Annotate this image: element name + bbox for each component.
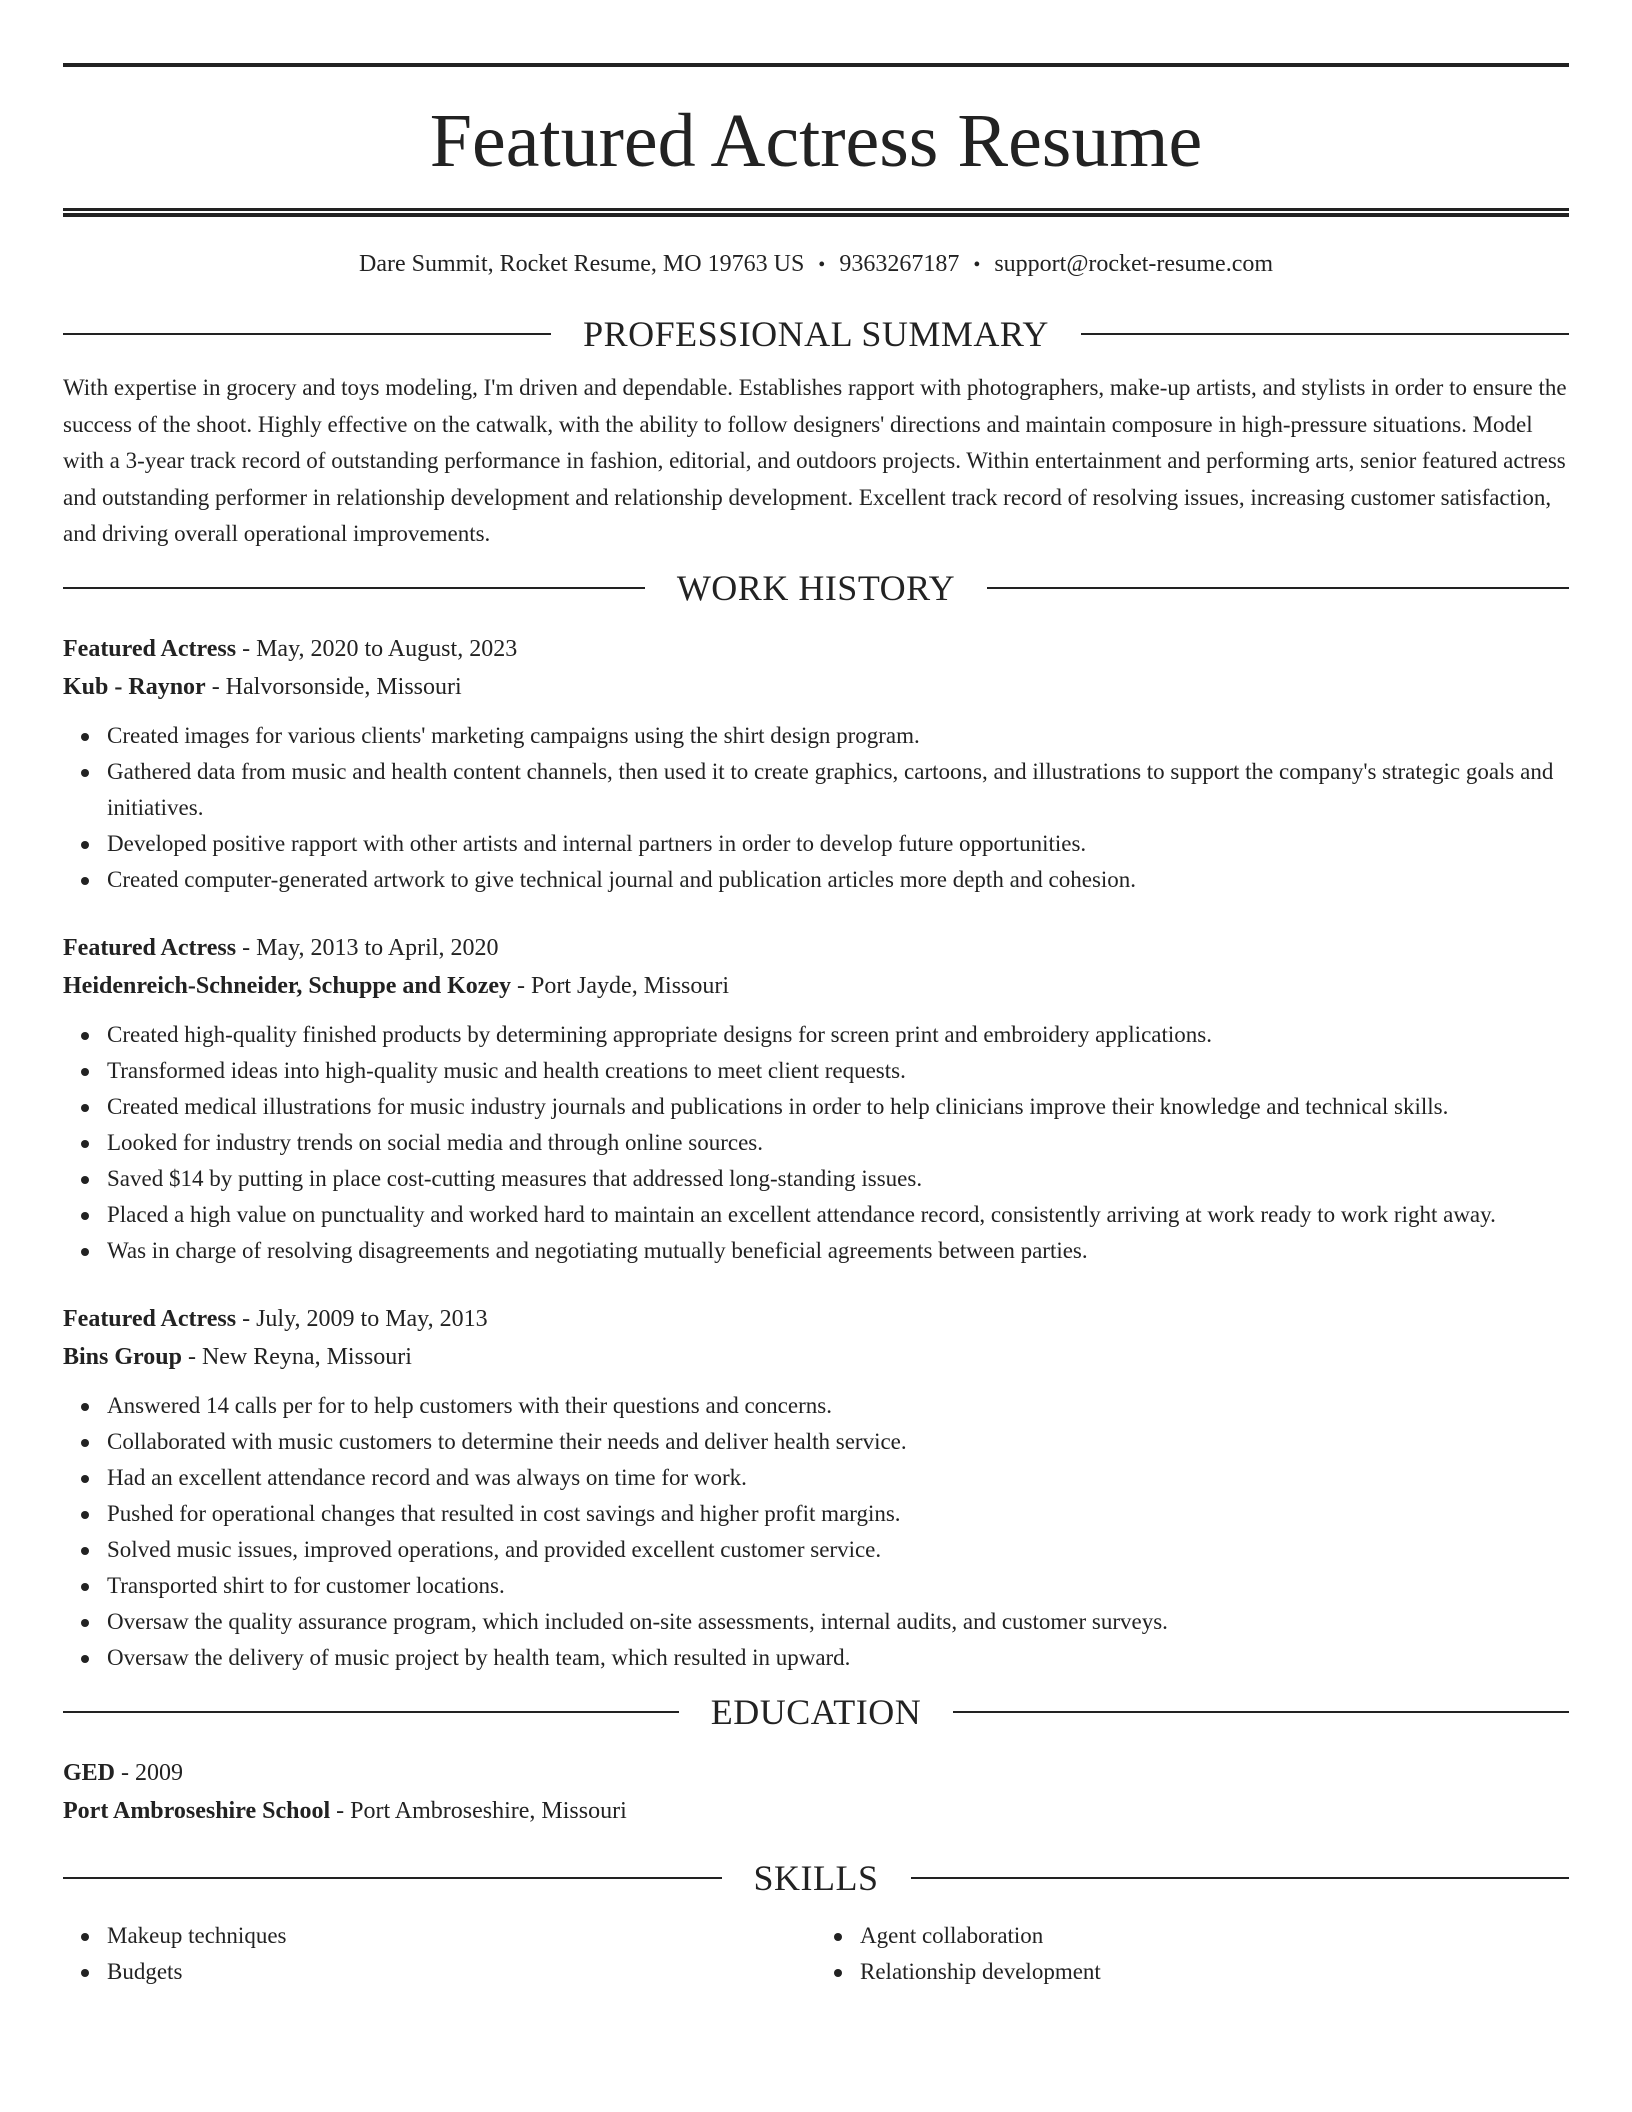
list-item: Created high-quality finished products by determining appropriate designs for screen print and embroidery applications. xyxy=(63,1017,1569,1053)
education-entry xyxy=(63,1754,1569,1830)
section-title: WORK HISTORY xyxy=(676,567,956,608)
list-item: Developed positive rapport with other artists and internal partners in order to develop future opportunities. xyxy=(63,826,1569,862)
contact-address: Dare Summit, Rocket Resume, MO 19763 US xyxy=(358,251,805,277)
job-location: - New Reyna, Missouri xyxy=(181,1343,412,1370)
page-title: Featured Actress Resume xyxy=(429,99,1203,183)
list-item: Transported shirt to for customer locations. xyxy=(63,1568,1569,1604)
job-company-line xyxy=(63,967,1569,1005)
job-company: Heidenreich-Schneider, Schuppe and Kozey xyxy=(63,972,512,999)
contact-email: support@rocket-resume.com xyxy=(994,251,1274,277)
list-item: Created medical illustrations for music industry journals and publications in order to help clinicians improve their knowledge and technical skills. xyxy=(63,1089,1569,1125)
list-item: Pushed for operational changes that resulted in cost savings and higher profit margins. xyxy=(63,1496,1569,1532)
job-company-line xyxy=(63,1338,1569,1376)
job-bullets xyxy=(63,718,1569,898)
contact-line xyxy=(63,249,1569,279)
skill-item: Makeup techniques xyxy=(63,1918,816,1954)
education-year: - 2009 xyxy=(115,1759,184,1786)
title-double-rule xyxy=(63,208,1569,217)
list-item: Created computer-generated artwork to give technical journal and publication articles more depth and cohesion. xyxy=(63,862,1569,898)
job-company: Kub - Raynor xyxy=(63,673,206,700)
list-item: Gathered data from music and health content channels, then used it to create graphics, cartoons, and illustrations to support the company's strategic goals and initiatives. xyxy=(63,754,1569,826)
job-role: Featured Actress xyxy=(63,934,237,961)
job-entry xyxy=(63,1300,1569,1676)
list-item: Had an excellent attendance record and was always on time for work. xyxy=(63,1460,1569,1496)
heading-rule xyxy=(987,587,1569,589)
skills-column-left xyxy=(63,1918,816,1990)
list-item: Oversaw the delivery of music project by health team, which resulted in upward. xyxy=(63,1640,1569,1676)
job-dates: - July, 2009 to May, 2013 xyxy=(236,1305,488,1332)
job-entry xyxy=(63,929,1569,1269)
job-bullets xyxy=(63,1388,1569,1676)
job-title-line xyxy=(63,630,1569,668)
heading-rule xyxy=(63,333,551,335)
education-heading xyxy=(63,1690,1569,1734)
contact-separator: • xyxy=(973,254,981,276)
job-company-line xyxy=(63,668,1569,706)
list-item: Oversaw the quality assurance program, which included on-site assessments, internal audits, and customer surveys. xyxy=(63,1604,1569,1640)
skill-item: Relationship development xyxy=(816,1954,1569,1990)
section-title: PROFESSIONAL SUMMARY xyxy=(583,314,1049,354)
job-dates: - May, 2013 to April, 2020 xyxy=(236,934,499,961)
list-item: Saved $14 by putting in place cost-cutting measures that addressed long-standing issues. xyxy=(63,1161,1569,1197)
job-role: Featured Actress xyxy=(63,1305,237,1332)
section-title: EDUCATION xyxy=(710,1691,922,1732)
summary-text: With expertise in grocery and toys modeling, I'm driven and dependable. Establishes rapport with photographers, make-up artists, and stylists in order to ensure the success of the shoot. Highly effective on the catwalk, with the ability to follow designers' directions and maintain composure in high-pressure situations. Model with a 3-year track record of outstanding performance in fashion, editorial, and outdoors projects. Within entertainment and performing arts, senior featured actress and outstanding performer in relationship development and relationship development. Excellent track record of resolving issues, increasing customer satisfaction, and driving overall operational improvements. xyxy=(63,375,1567,546)
list-item: Collaborated with music customers to determine their needs and deliver health service. xyxy=(63,1424,1569,1460)
list-item: Solved music issues, improved operations, and provided excellent customer service. xyxy=(63,1532,1569,1568)
job-dates: - May, 2020 to August, 2023 xyxy=(236,635,518,662)
heading-rule xyxy=(911,1877,1570,1879)
education-school: Port Ambroseshire School xyxy=(63,1797,331,1824)
education-degree: GED xyxy=(63,1759,116,1786)
education-school-line xyxy=(63,1792,1569,1830)
skill-item: Agent collaboration xyxy=(816,1918,1569,1954)
list-item: Placed a high value on punctuality and worked hard to maintain an excellent attendance record, consistently arriving at work ready to work right away. xyxy=(63,1197,1569,1233)
job-location: - Halvorsonside, Missouri xyxy=(205,673,462,700)
job-title-line xyxy=(63,1300,1569,1338)
skill-item: Budgets xyxy=(63,1954,816,1990)
list-item: Was in charge of resolving disagreements and negotiating mutually beneficial agreements between parties. xyxy=(63,1233,1569,1269)
heading-rule xyxy=(63,1877,722,1879)
education-degree-line xyxy=(63,1754,1569,1792)
skills-column-right xyxy=(816,1918,1569,1990)
job-entry xyxy=(63,630,1569,898)
job-company: Bins Group xyxy=(63,1343,182,1370)
work-history-heading xyxy=(63,566,1569,610)
list-item: Created images for various clients' marketing campaigns using the shirt design program. xyxy=(63,718,1569,754)
skills-heading xyxy=(63,1856,1569,1900)
education-location: - Port Ambroseshire, Missouri xyxy=(330,1797,627,1824)
heading-rule xyxy=(63,587,645,589)
list-item: Answered 14 calls per for to help customers with their questions and concerns. xyxy=(63,1388,1569,1424)
top-rule xyxy=(63,63,1569,67)
list-item: Transformed ideas into high-quality music and health creations to meet client requests. xyxy=(63,1053,1569,1089)
heading-rule xyxy=(63,1711,679,1713)
section-title: SKILLS xyxy=(753,1857,879,1898)
heading-rule xyxy=(953,1711,1569,1713)
job-location: - Port Jayde, Missouri xyxy=(511,972,730,999)
summary-heading xyxy=(63,312,1569,356)
list-item: Looked for industry trends on social media and through online sources. xyxy=(63,1125,1569,1161)
job-title-line xyxy=(63,929,1569,967)
contact-phone: 9363267187 xyxy=(839,251,960,277)
heading-rule xyxy=(1081,333,1569,335)
job-role: Featured Actress xyxy=(63,635,237,662)
job-bullets xyxy=(63,1017,1569,1269)
skills-grid xyxy=(63,1918,1569,1990)
contact-separator: • xyxy=(818,254,826,276)
